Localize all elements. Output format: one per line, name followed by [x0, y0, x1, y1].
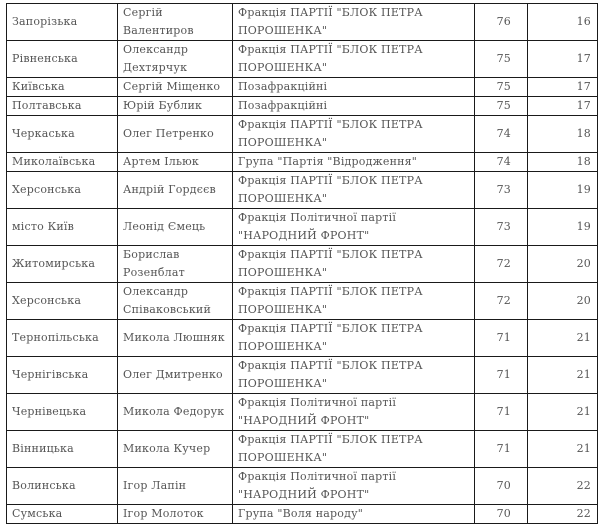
deputy-name-cell: Юрій Бублик: [118, 97, 233, 116]
value-cell: 72: [475, 246, 528, 283]
table-row: [7, 246, 598, 283]
faction-cell: Фракція ПАРТІЇ "БЛОК ПЕТРА ПОРОШЕНКА": [233, 283, 475, 320]
value-cell: 71: [475, 357, 528, 394]
rank-cell: 21: [528, 394, 598, 431]
faction-cell: Позафракційні: [233, 97, 475, 116]
region-cell: Рівненська: [7, 41, 118, 78]
value-cell: 71: [475, 431, 528, 468]
deputy-name-cell: Леонід Ємець: [118, 209, 233, 246]
value-cell: 74: [475, 153, 528, 172]
region-cell: Тернопільська: [7, 320, 118, 357]
faction-cell: Фракція ПАРТІЇ "БЛОК ПЕТРА ПОРОШЕНКА": [233, 246, 475, 283]
deputy-name-cell: Микола Люшняк: [118, 320, 233, 357]
region-cell: Київська: [7, 78, 118, 97]
region-cell: Волинська: [7, 468, 118, 505]
faction-cell: Фракція Політичної партії "НАРОДНИЙ ФРОНТ": [233, 468, 475, 505]
table-body: [7, 4, 598, 524]
rank-cell: 19: [528, 172, 598, 209]
deputy-name-cell: Микола Федорук: [118, 394, 233, 431]
faction-cell: Група "Воля народу": [233, 505, 475, 524]
deputy-name-cell: Олександр Співаковський: [118, 283, 233, 320]
table-row: [7, 153, 598, 172]
faction-cell: Фракція ПАРТІЇ "БЛОК ПЕТРА ПОРОШЕНКА": [233, 172, 475, 209]
deputy-name-cell: Олег Петренко: [118, 116, 233, 153]
faction-cell: Група "Партія "Відродження": [233, 153, 475, 172]
rank-cell: 17: [528, 78, 598, 97]
deputy-name-cell: Олександр Дехтярчук: [118, 41, 233, 78]
table-row: [7, 78, 598, 97]
region-cell: Чернігівська: [7, 357, 118, 394]
faction-cell: Позафракційні: [233, 78, 475, 97]
value-cell: 74: [475, 116, 528, 153]
region-cell: Черкаська: [7, 116, 118, 153]
region-cell: Миколаївська: [7, 153, 118, 172]
deputy-name-cell: Ігор Молоток: [118, 505, 233, 524]
rank-cell: 20: [528, 246, 598, 283]
value-cell: 75: [475, 41, 528, 78]
region-cell: Вінницька: [7, 431, 118, 468]
table-row: [7, 357, 598, 394]
region-cell: місто Київ: [7, 209, 118, 246]
faction-cell: Фракція ПАРТІЇ "БЛОК ПЕТРА ПОРОШЕНКА": [233, 320, 475, 357]
deputy-name-cell: Олег Дмитренко: [118, 357, 233, 394]
value-cell: 70: [475, 505, 528, 524]
faction-cell: Фракція ПАРТІЇ "БЛОК ПЕТРА ПОРОШЕНКА": [233, 41, 475, 78]
faction-cell: Фракція Політичної партії "НАРОДНИЙ ФРОНТ": [233, 209, 475, 246]
region-cell: Чернівецька: [7, 394, 118, 431]
faction-cell: Фракція ПАРТІЇ "БЛОК ПЕТРА ПОРОШЕНКА": [233, 431, 475, 468]
region-cell: Сумська: [7, 505, 118, 524]
region-cell: Запорізька: [7, 4, 118, 41]
table-row: [7, 41, 598, 78]
value-cell: 73: [475, 209, 528, 246]
deputy-name-cell: Борислав Розенблат: [118, 246, 233, 283]
faction-cell: Фракція ПАРТІЇ "БЛОК ПЕТРА ПОРОШЕНКА": [233, 116, 475, 153]
deputy-name-cell: Артем Ільюк: [118, 153, 233, 172]
value-cell: 72: [475, 283, 528, 320]
rank-cell: 17: [528, 97, 598, 116]
region-cell: Житомирська: [7, 246, 118, 283]
rank-cell: 18: [528, 153, 598, 172]
table-row: [7, 394, 598, 431]
rank-cell: 21: [528, 357, 598, 394]
region-cell: Херсонська: [7, 172, 118, 209]
value-cell: 71: [475, 394, 528, 431]
faction-cell: Фракція ПАРТІЇ "БЛОК ПЕТРА ПОРОШЕНКА": [233, 357, 475, 394]
value-cell: 73: [475, 172, 528, 209]
deputy-name-cell: Сергій Валентиров: [118, 4, 233, 41]
rank-cell: 19: [528, 209, 598, 246]
region-cell: Херсонська: [7, 283, 118, 320]
table-row: [7, 172, 598, 209]
rank-cell: 16: [528, 4, 598, 41]
region-cell: Полтавська: [7, 97, 118, 116]
table-row: [7, 431, 598, 468]
value-cell: 76: [475, 4, 528, 41]
rank-cell: 22: [528, 468, 598, 505]
deputy-name-cell: Микола Кучер: [118, 431, 233, 468]
table-row: [7, 97, 598, 116]
deputy-name-cell: Андрій Гордєєв: [118, 172, 233, 209]
value-cell: 75: [475, 97, 528, 116]
value-cell: 70: [475, 468, 528, 505]
rank-cell: 21: [528, 320, 598, 357]
table-row: [7, 4, 598, 41]
rank-cell: 21: [528, 431, 598, 468]
table-row: [7, 468, 598, 505]
table-row: [7, 505, 598, 524]
rank-cell: 17: [528, 41, 598, 78]
value-cell: 75: [475, 78, 528, 97]
table-row: [7, 116, 598, 153]
value-cell: 71: [475, 320, 528, 357]
deputy-name-cell: Ігор Лапін: [118, 468, 233, 505]
faction-cell: Фракція Політичної партії "НАРОДНИЙ ФРОНТ": [233, 394, 475, 431]
table-row: [7, 283, 598, 320]
rank-cell: 22: [528, 505, 598, 524]
deputy-name-cell: Сергій Міщенко: [118, 78, 233, 97]
table-row: [7, 320, 598, 357]
faction-cell: Фракція ПАРТІЇ "БЛОК ПЕТРА ПОРОШЕНКА": [233, 4, 475, 41]
table-row: [7, 209, 598, 246]
deputies-table: [6, 3, 598, 524]
rank-cell: 20: [528, 283, 598, 320]
rank-cell: 18: [528, 116, 598, 153]
